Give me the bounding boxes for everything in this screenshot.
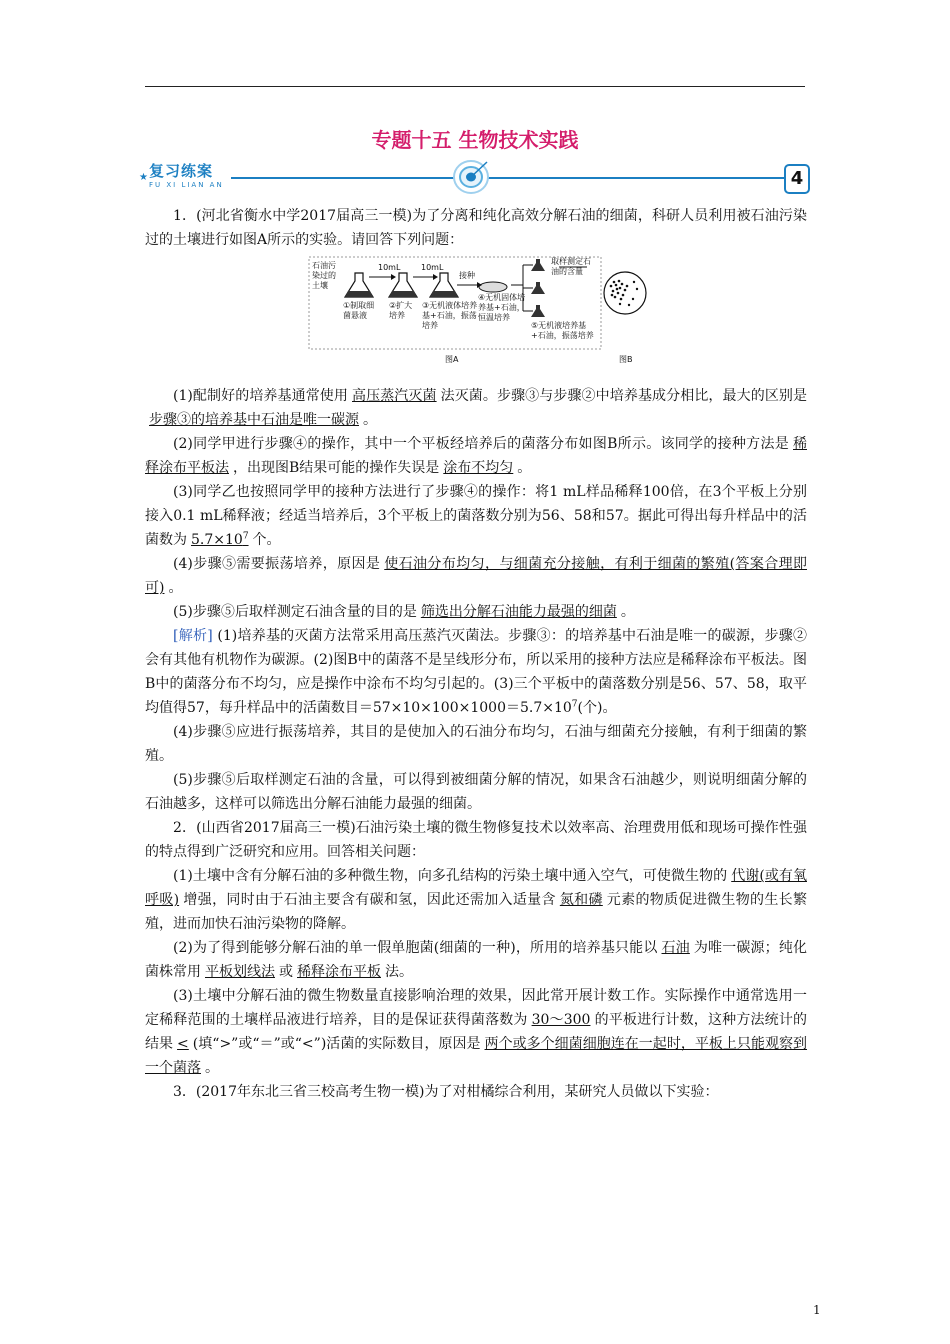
text: 。 xyxy=(517,460,532,476)
answer: 稀释涂布平板 xyxy=(297,964,381,980)
section-pinyin: FU XI LIAN AN xyxy=(149,181,224,189)
text: (3)土壤中分解石油的微生物数量直接影响治理的效果，因此常开展计数工作。实际操作中通常选用一定稀释范围的土壤样品液进行培养，目的是保证获得菌落数为 xyxy=(145,988,807,1028)
text: (5)步骤⑤后取样测定石油含量的目的是 xyxy=(173,604,417,620)
answer: 涂布不均匀 xyxy=(443,460,514,476)
text: (4)步骤⑤需要振荡培养，原因是 xyxy=(173,556,381,572)
answer: 筛选出分解石油能力最强的细菌 xyxy=(420,604,617,620)
text: 为唯一碳源；纯化菌株常用 xyxy=(145,940,808,980)
text: 增强，同时由于石油主要含有碳和氢，因此还需加入适量含 xyxy=(183,892,556,908)
page-title: 专题十五 生物技术实践 xyxy=(371,128,579,152)
q1-stem: 1．(河北省衡水中学2017届高三一模)为了分离和纯化高效分解石油的细菌，科研人员利用被石油污染过的土壤进行如图A所示的实验。请回答下列问题： xyxy=(145,208,807,248)
text: 。 xyxy=(363,412,377,428)
q1-analysis-3: (5)步骤⑤后取样测定石油的含量，可以得到被细菌分解的情况，如果含石油越少，则说明细菌分解的石油越多，这样可以筛选出分解石油能力最强的细菌。 xyxy=(145,772,807,812)
fig-step4: ④无机固体培养基+石油，恒温培养 xyxy=(478,293,526,322)
text: (个)。 xyxy=(577,700,617,716)
fig-step1: ①制取细菌悬液 xyxy=(343,301,375,320)
answer-base: 5.7×10 xyxy=(191,532,243,548)
q1-part1 xyxy=(145,384,807,432)
q2-part3 xyxy=(145,984,807,1080)
target-icon xyxy=(451,158,491,196)
answer: 代谢(或有氧呼吸) xyxy=(145,868,807,908)
text: (1)配制好的培养基通常使用 xyxy=(173,388,348,404)
text: (3)同学乙也按照同学甲的接种方法进行了步骤④的操作：将1 mL样品稀释100倍，在3个平板上分别接入0.1 mL稀释液；经适当培养后，3个平板上的菌落数分别为56、58和57。据此可得出每升样品中的活菌数为 xyxy=(145,484,807,548)
text: 法。 xyxy=(385,964,413,980)
q1-part5 xyxy=(145,600,807,624)
fig-arrow3-label: 接种 xyxy=(459,271,475,280)
q1-part3 xyxy=(145,480,807,552)
q1-analysis-2: (4)步骤⑤应进行振荡培养，其目的是使加入的石油分布均匀，石油与细菌充分接触，有利于细菌的繁殖。 xyxy=(145,724,807,764)
q1-part2 xyxy=(145,432,807,480)
fig-step3: ③无机液体培养基+石油，振荡培养 xyxy=(422,301,478,330)
q3-stem: 3．(2017年东北三省三校高考生物一模)为了对柑橘综合利用，某研究人员做以下实验： xyxy=(173,1084,719,1100)
answer: 平板划线法 xyxy=(205,964,275,980)
fig-step2: ②扩大培养 xyxy=(389,301,413,320)
text: (填“>”或“＝”或“<”)活菌的实际数目，原因是 xyxy=(192,1036,481,1052)
fig-step5: ⑤无机液培养基+石油，振荡培养 xyxy=(531,321,594,340)
answer: < xyxy=(177,1036,189,1052)
text: 。 xyxy=(168,580,183,596)
banner-line xyxy=(231,177,784,179)
answer xyxy=(187,532,253,548)
fig-measure-label: 取样测定石油的含量 xyxy=(551,257,591,276)
exponent: 7 xyxy=(571,699,578,710)
text: 。 xyxy=(620,604,635,620)
section-banner xyxy=(139,160,810,194)
answer: 30～300 xyxy=(531,1012,591,1028)
answer: 使石油分布均匀，与细菌充分接触，有利于细菌的繁殖(答案合理即可) xyxy=(145,556,807,596)
text: (2)同学甲进行步骤④的操作，其中一个平板经培养后的菌落分布如图B所示。该同学的接种方法是 xyxy=(173,436,789,452)
figure-a-b xyxy=(145,255,807,379)
q2-part1 xyxy=(145,864,807,936)
fig-arrow2-label: 10mL xyxy=(421,263,444,272)
text: ，出现图B结果可能的操作失误是 xyxy=(233,460,440,476)
q1-analysis-1 xyxy=(145,624,807,720)
fig-soil-label: 石油污染过的土壤 xyxy=(312,261,336,290)
text: 的平板进行计数，这种方法统计的结果 xyxy=(145,1012,807,1052)
page-number: 1 xyxy=(813,1303,821,1317)
text: (2)为了得到能够分解石油的单一假单胞菌(细菌的一种)，所用的培养基只能以 xyxy=(173,940,658,956)
answer: 高压蒸汽灭菌 xyxy=(352,388,437,404)
text: 法灭菌。步骤③与步骤②中培养基成分相比，最大的区别是 xyxy=(440,388,808,404)
answer: 石油 xyxy=(661,940,690,956)
text: 个。 xyxy=(252,532,281,548)
answer: 稀释涂布平板法 xyxy=(145,436,807,476)
answer: 氮和磷 xyxy=(559,892,603,908)
text: 元素的物质促进微生物的生长繁殖，进而加快石油污染物的降解。 xyxy=(145,892,807,932)
text: 或 xyxy=(279,964,293,980)
analysis-tag: [解析] xyxy=(173,628,213,644)
q2-stem: 2．(山西省2017届高三一模)石油污染土壤的微生物修复技术以效率高、治理费用低和现场可操作性强的特点得到广泛研究和应用。回答相关问题： xyxy=(145,820,807,860)
text: 。 xyxy=(205,1060,219,1076)
answer-exponent: 7 xyxy=(242,531,249,542)
q1-part4 xyxy=(145,552,807,600)
answer: 步骤③的培养基中石油是唯一碳源 xyxy=(149,412,359,428)
fig-caption-a: 图A xyxy=(445,355,459,364)
answer: 两个或多个细菌细胞连在一起时，平板上只能观察到一个菌落 xyxy=(145,1036,808,1076)
section-number: 4 xyxy=(784,164,810,194)
q2-part2 xyxy=(145,936,807,984)
section-label: 复习练案 xyxy=(149,162,214,180)
text: (1)培养基的灭菌方法常采用高压蒸汽灭菌法。步骤③：的培养基中石油是唯一的碳源，步骤②会有其他有机物作为碳源。(2)图B中的菌落不是呈线形分布，所以采用的接种方法应是稀释涂布平板法。图B中的菌落分布不均匀，应是操作中涂布不均匀引起的。(3)三个平板中的菌落数分别是56、57、58，取平均值得57，每升样品中的活菌数目＝57×10×100×1000＝5.7×10 xyxy=(145,628,807,716)
text: (1)土壤中含有分解石油的多种微生物，向多孔结构的污染土壤中通入空气，可使微生物的 xyxy=(173,868,728,884)
fig-arrow1-label: 10mL xyxy=(378,263,401,272)
header-rule xyxy=(145,86,805,87)
fig-caption-b: 图B xyxy=(619,355,633,364)
star-icon: ★ xyxy=(139,172,148,183)
page-body xyxy=(145,204,807,1104)
